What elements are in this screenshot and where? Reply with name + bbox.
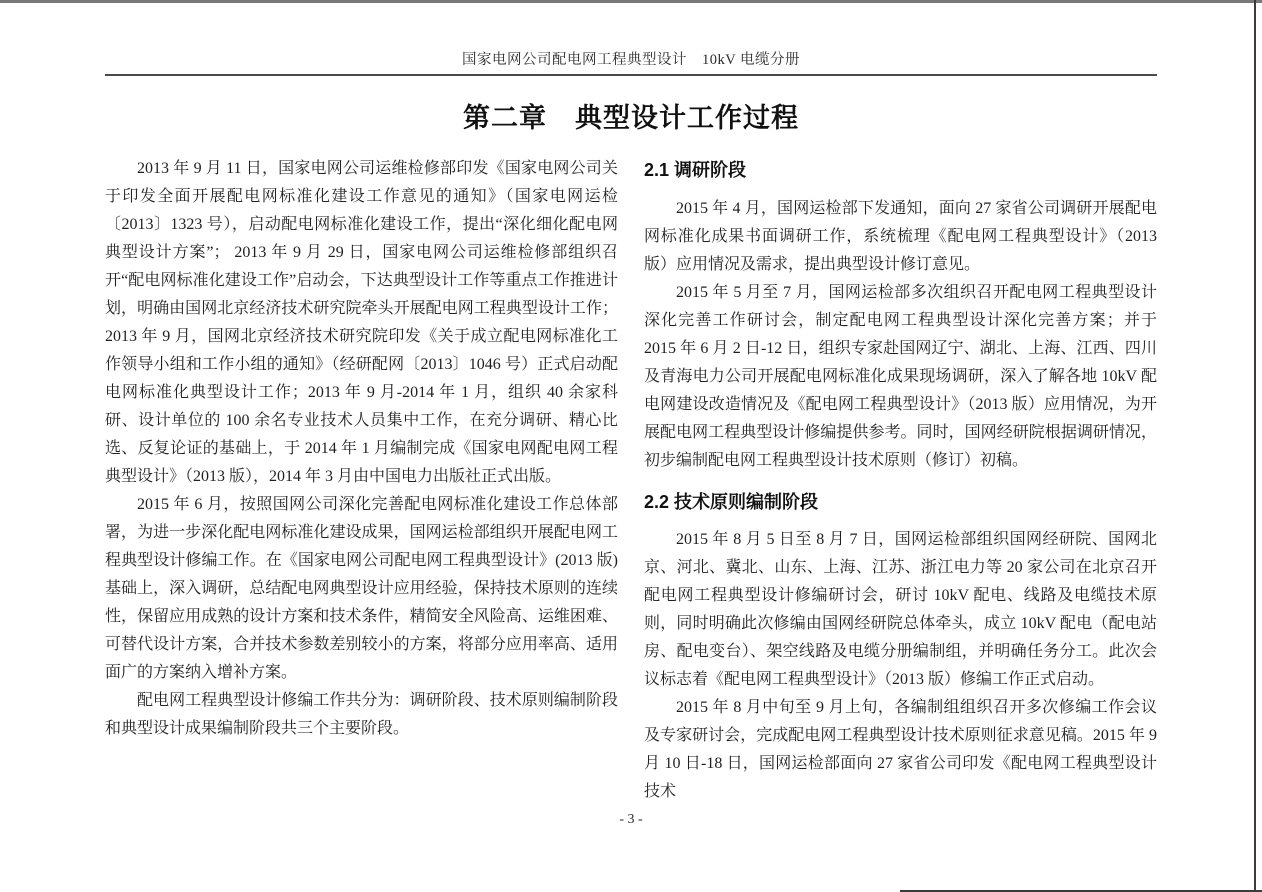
running-header: 国家电网公司配电网工程典型设计 10kV 电缆分册 — [461, 52, 801, 68]
paragraph: 配电网工程典型设计修编工作共分为：调研阶段、技术原则编制阶段和典型设计成果编制阶段共三个主要阶段。 — [105, 692, 618, 737]
section-heading-2-1: 2.1 调研阶段 — [644, 160, 747, 180]
paragraph: 2013 年 9 月 11 日，国家电网公司运维检修部印发《国家电网公司关于印发全面开展配电网标准化建设工作意见的通知》（国家电网运检〔2013〕1323 号），启动配电网标准化建设工作，提出“深化细化配电网典型设计方案”； 2013 年 9 月 29 日，国家电网公司运维检修部组织召开“配电网标准化建设工作”启动会，下达典型设计工作等重点工作推进计划，明确由国网北京经济技术研究院牵头开展配电网工程典型设计工作；2013 年 9 月，国网北京经济技术研究院印发《关于成立配电网标准化工作领导小组和工作小组的通知》（经研配网〔2013〕1046 号）正式启动配电网标准化典型设计工作；2013 年 9 月-2014 年 1 月，组织 40 余家科研、设计单位的 100 余名专业技术人员集中工作，在充分调研、精心比选、反复论证的基础上，于 2014 年 1 月编制完成《国家电网配电网工程典型设计》（2013 版），2014 年 3 月由中国电力出版社正式出版。 — [105, 160, 618, 485]
paragraph: 2015 年 5 月至 7 月，国网运检部多次组织召开配电网工程典型设计深化完善工作研讨会，制定配电网工程典型设计深化完善方案；并于 2015 年 6 月 2 日-12 日，组织专家赴国网辽宁、湖北、上海、江西、四川及青海电力公司开展配电网标准化成果现场调研，深入了解各地 10kV 配电网建设改造情况及《配电网工程典型设计》（2013 版）应用情况，为开展配电网工程典型设计修编提供参考。同时，国网经研院根据调研情况，初步编制配电网工程典型设计技术原则（修订）初稿。 — [644, 283, 1157, 469]
page-content — [105, 0, 1157, 803]
paragraph: 2015 年 8 月中旬至 9 月上旬，各编制组组织召开多次修编工作会议及专家研讨会，完成配电网工程典型设计技术原则征求意见稿。2015 年 9 月 10 日-18 日，国网运检部面向 27 家省公司印发《配电网工程典型设计技术 — [644, 699, 1157, 800]
left-column — [105, 155, 618, 803]
page-number: - 3 - — [619, 812, 643, 827]
paragraph: 2015 年 6 月，按照国网公司深化完善配电网标准化建设工作总体部署，为进一步深化配电网标准化建设成果，国网运检部组织开展配电网工程典型设计修编工作。在《国家电网公司配电网工程典型设计》(2013 版)基础上，深入调研，总结配电网典型设计应用经验，保持技术原则的连续性，保留应用成熟的设计方案和技术条件，精简安全风险高、运维困难、可替代设计方案，合并技术参数差别较小的方案，将部分应用率高、适用面广的方案纳入增补方案。 — [105, 496, 618, 681]
paragraph: 2015 年 8 月 5 日至 8 月 7 日，国网运检部组织国网经研院、国网北京、河北、冀北、山东、上海、江苏、浙江电力等 20 家公司在北京召开配电网工程典型设计修编研讨会，研讨 10kV 配电、线路及电缆技术原则，同时明确此次修编由国网经研院总体牵头，成立 10kV 配电（配电站房、配电变台）、架空线路及电缆分册编制组，并明确任务分工。此次会议标志着《配电网工程典型设计》（2013 版）修编工作正式启动。 — [644, 531, 1157, 688]
header-rule — [105, 74, 1157, 76]
section-heading-2-2: 2.2 技术原则编制阶段 — [644, 491, 819, 512]
scan-edge-right — [1254, 0, 1256, 892]
paragraph: 2015 年 4 月，国网运检部下发通知，面向 27 家省公司调研开展配电网标准化成果书面调研工作，系统梳理《配电网工程典型设计》（2013 版）应用情况及需求，提出典型设计修订意见。 — [644, 199, 1157, 273]
two-column-body — [105, 155, 1157, 803]
right-column — [644, 155, 1157, 803]
chapter-title: 第二章 典型设计工作过程 — [463, 103, 799, 133]
